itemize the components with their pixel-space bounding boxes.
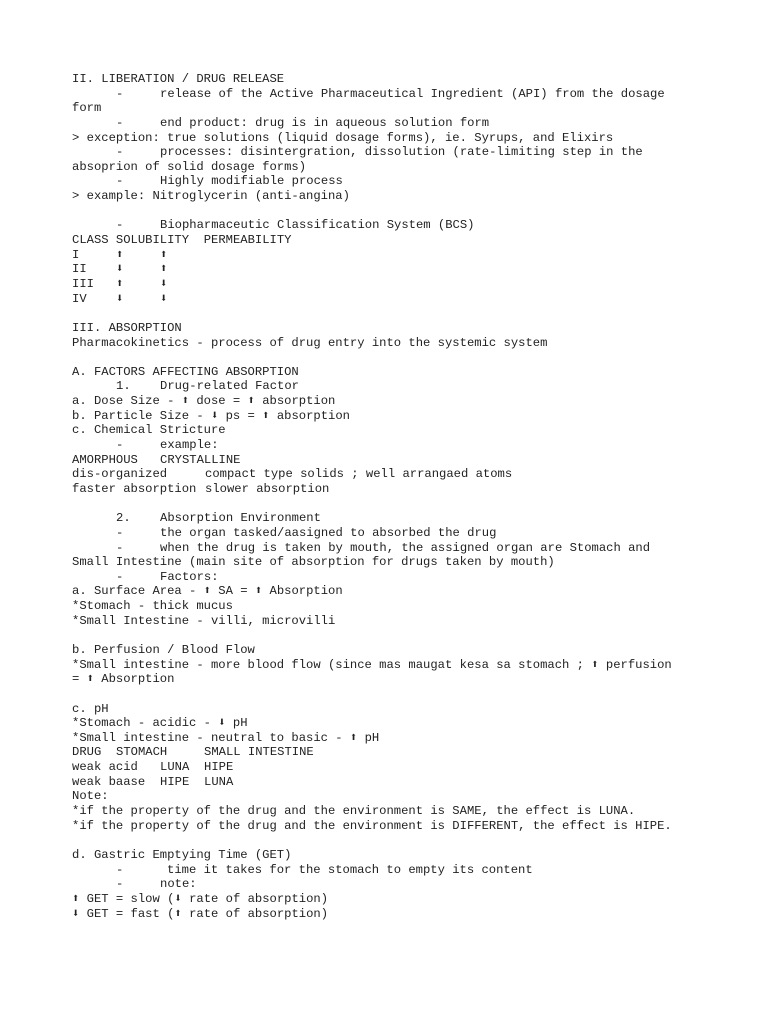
line-text: Biopharmaceutic Classification System (BCS) [160, 218, 475, 233]
section-heading-absorption: III. ABSORPTION [72, 320, 182, 335]
text-line: b. Perfusion / Blood Flow [72, 642, 255, 657]
bullet-dash: - [116, 438, 124, 453]
text-line: a. Surface Area - ⬆ SA = ⬆ Absorption [72, 584, 343, 599]
text-line: Small Intestine (main site of absorption for drugs taken by mouth) [72, 555, 555, 570]
blank-line [72, 306, 712, 321]
ph-table-row [72, 760, 712, 775]
bullet-line [72, 145, 712, 160]
bcs-permeability: ⬆ [160, 247, 168, 262]
structure-cell: compact type solids ; well arrangaed atoms [205, 467, 513, 482]
bcs-permeability: ⬆ [160, 262, 168, 277]
structure-table-row [72, 482, 712, 497]
subsection-heading: A. FACTORS AFFECTING ABSORPTION [72, 364, 299, 379]
bullet-line [72, 174, 712, 189]
line-text: end product: drug is in aqueous solution form [160, 115, 490, 130]
bullet-line [72, 526, 712, 541]
bcs-header-class: CLASS [72, 233, 109, 248]
bcs-solubility: ⬇ [116, 291, 124, 306]
ph-cell: LUNA [204, 774, 234, 789]
text-line: > exception: true solutions (liquid dosage forms), ie. Syrups, and Elixirs [72, 130, 614, 145]
ph-table-row [72, 775, 712, 790]
bcs-class: I [72, 247, 80, 262]
line-text: Absorption Environment [160, 511, 321, 526]
bcs-class: III [72, 276, 94, 291]
text-line: ⬆ GET = slow (⬇ rate of absorption) [72, 891, 329, 906]
bcs-table-row [72, 277, 712, 292]
blank-line [72, 833, 712, 848]
ph-cell: weak baase [72, 774, 146, 789]
structure-cell: slower absorption [205, 481, 330, 496]
blank-line [72, 204, 712, 219]
ph-header-drug: DRUG [72, 745, 102, 760]
ph-cell: HIPE [160, 774, 190, 789]
bullet-dash: - [116, 218, 124, 233]
numbered-line [72, 379, 712, 394]
text-line: absoprion of solid dosage forms) [72, 159, 307, 174]
bcs-class: II [72, 262, 87, 277]
ph-cell: LUNA [160, 760, 190, 775]
blank-line [72, 350, 712, 365]
bcs-header-solubility: SOLUBILITY [115, 233, 190, 248]
text-line: a. Dose Size - ⬆ dose = ⬆ absorption [72, 394, 336, 409]
ph-cell: weak acid [72, 760, 138, 775]
bullet-dash: - [116, 115, 124, 130]
ph-cell: HIPE [204, 760, 234, 775]
structure-cell: dis-organized [72, 467, 168, 482]
blank-line [72, 687, 712, 702]
list-number: 2. [116, 511, 131, 526]
bcs-solubility: ⬆ [116, 276, 124, 291]
text-line: *Stomach - thick mucus [72, 599, 233, 614]
section-heading-liberation: II. LIBERATION / DRUG RELEASE [72, 72, 285, 86]
text-line: Note: [72, 789, 109, 804]
text-line: Pharmacokinetics - process of drug entry into the systemic system [72, 335, 548, 350]
text-line: form [72, 101, 102, 116]
bullet-line [72, 116, 712, 131]
text-line: c. Chemical Stricture [72, 423, 226, 438]
bullet-line [72, 87, 712, 102]
bcs-table-header [72, 233, 712, 248]
bullet-line [72, 218, 712, 233]
text-line: *if the property of the drug and the environment is SAME, the effect is LUNA. [72, 804, 636, 819]
blank-line [72, 628, 712, 643]
bullet-dash: - [116, 174, 124, 189]
bcs-solubility: ⬇ [116, 262, 124, 277]
text-line: *Small Intestine - villi, microvilli [72, 613, 336, 628]
structure-table-header [72, 453, 712, 468]
text-line: d. Gastric Emptying Time (GET) [72, 847, 292, 862]
bcs-table-row [72, 248, 712, 263]
bcs-solubility: ⬆ [116, 247, 124, 262]
bullet-line [72, 541, 712, 556]
bullet-dash: - [116, 540, 124, 555]
bcs-header-permeability: PERMEABILITY [203, 233, 292, 248]
bcs-permeability: ⬇ [160, 291, 168, 306]
bullet-line [72, 863, 712, 878]
line-text: the organ tasked/aasigned to absorbed the drug [160, 525, 497, 540]
structure-table-row [72, 467, 712, 482]
line-text: note: [160, 877, 197, 892]
structure-header-amorphous: AMORPHOUS [72, 452, 138, 467]
numbered-line [72, 511, 712, 526]
bullet-dash: - [116, 862, 124, 877]
text-line: *Small intestine - more blood flow (since mas maugat kesa sa stomach ; ⬆ perfusion [72, 657, 672, 672]
bullet-dash: - [116, 86, 124, 101]
ph-header-stomach: STOMACH [116, 745, 168, 760]
bullet-dash: - [116, 525, 124, 540]
text-line: > example: Nitroglycerin (anti-angina) [72, 189, 350, 204]
structure-header-crystalline: CRYSTALLINE [160, 452, 241, 467]
line-text: example: [160, 438, 219, 453]
bcs-table-row [72, 292, 712, 307]
bcs-table-row [72, 262, 712, 277]
bcs-class: IV [72, 291, 87, 306]
bullet-dash: - [116, 569, 124, 584]
bullet-line [72, 877, 712, 892]
structure-cell: faster absorption [72, 481, 197, 496]
list-number: 1. [116, 379, 131, 394]
text-line: = ⬆ Absorption [72, 672, 175, 687]
line-text: when the drug is taken by mouth, the assigned organ are Stomach and [160, 540, 651, 555]
line-text: Drug-related Factor [160, 379, 299, 394]
text-line: ⬇ GET = fast (⬆ rate of absorption) [72, 906, 329, 921]
text-line: c. pH [72, 701, 109, 716]
bullet-line [72, 570, 712, 585]
bcs-permeability: ⬇ [160, 276, 168, 291]
ph-header-small-intestine: SMALL INTESTINE [204, 745, 314, 760]
line-text: Factors: [160, 569, 219, 584]
text-line: b. Particle Size - ⬇ ps = ⬆ absorption [72, 408, 350, 423]
line-text: time it takes for the stomach to empty its content [167, 862, 533, 877]
line-text: release of the Active Pharmaceutical Ingredient (API) from the dosage [160, 86, 665, 101]
text-line: *Stomach - acidic - ⬇ pH [72, 716, 248, 731]
ph-table-header [72, 745, 712, 760]
bullet-line [72, 438, 712, 453]
bullet-dash: - [116, 145, 124, 160]
document-page [72, 72, 712, 921]
blank-line [72, 497, 712, 512]
bullet-dash: - [116, 877, 124, 892]
line-text: Highly modifiable process [160, 174, 343, 189]
line-text: processes: disintergration, dissolution (rate-limiting step in the [160, 145, 643, 160]
text-line: *if the property of the drug and the environment is DIFFERENT, the effect is HIPE. [72, 818, 672, 833]
text-line: *Small intestine - neutral to basic - ⬆ pH [72, 730, 380, 745]
